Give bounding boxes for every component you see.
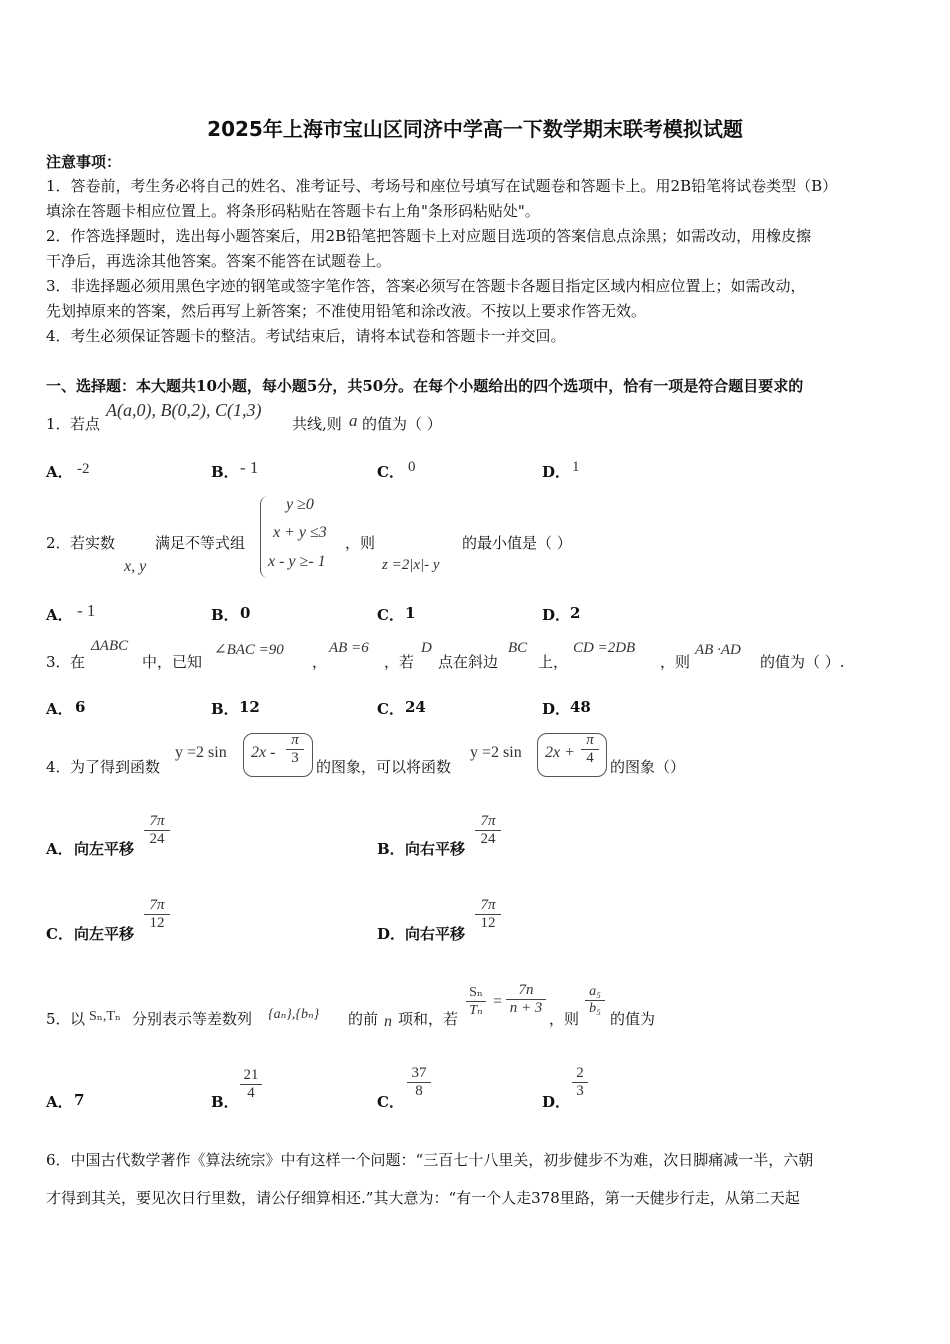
option-value: 48 (570, 698, 591, 716)
math-variable: D (421, 640, 432, 656)
option-value: 1 (572, 459, 580, 475)
option-label: D． (542, 700, 571, 718)
option-value: 6 (75, 698, 86, 716)
question-number: 5． (46, 1010, 71, 1028)
fraction-numerator: 7π (144, 813, 170, 831)
fraction-numerator: Sₙ (466, 984, 486, 1002)
option-label: C． (377, 700, 404, 718)
question-text: 在 (70, 653, 86, 671)
fraction-denominator: 12 (149, 915, 165, 931)
fraction-denominator: 4 (247, 1085, 255, 1101)
question-text: ，则 (345, 534, 376, 552)
fraction-numerator: 21 (240, 1067, 262, 1085)
inequality: x - y ≥- 1 (268, 553, 326, 570)
question-text: 的前 (348, 1010, 379, 1028)
option-label: C． (46, 925, 73, 943)
question-text: 的值为（ ） (362, 415, 442, 433)
question-text: 为了得到函数 (70, 758, 161, 776)
inequality: x + y ≤3 (273, 524, 327, 541)
question-text: ， (312, 653, 328, 671)
option-label: B． (377, 840, 405, 858)
math-expression: {aₙ},{bₙ} (268, 1007, 320, 1022)
option-text: 向左平移 (74, 925, 135, 943)
option-text: 向右平移 (405, 925, 466, 943)
math-expression: z =2|x|- y (382, 557, 440, 573)
option-label: A． (46, 463, 73, 481)
fraction-numerator: 7π (475, 897, 501, 915)
option-label: B． (211, 463, 239, 481)
fraction-numerator: π (286, 732, 304, 750)
notice-heading: 注意事项： (46, 153, 122, 171)
fraction (407, 1065, 431, 1100)
option-value: 1 (405, 604, 416, 622)
fraction-numerator: 7π (475, 813, 501, 831)
option-label: B． (211, 1093, 239, 1111)
math-expression: AB ·AD (695, 642, 741, 658)
math-expression: AB =6 (329, 640, 369, 656)
fraction-numerator: π (581, 732, 599, 750)
option-value: 0 (240, 604, 251, 622)
math-variable: a (349, 411, 358, 430)
option-label: D． (542, 606, 571, 624)
notice-line: 干净后，再选涂其他答案。答案不能答在试题卷上。 (46, 252, 392, 270)
fraction-denominator: n + 3 (509, 1000, 543, 1016)
math-expression: y =2 sin (175, 744, 227, 761)
fraction-denominator: 4 (586, 750, 594, 766)
fraction (475, 897, 501, 932)
fraction-numerator: 7n (506, 982, 546, 1000)
notice-line: 2．作答选择题时，选出每小题答案后，用2B铅笔把答题卡上对应题目选项的答案信息点涂黑；如需改动，用橡皮擦 (46, 227, 812, 245)
question-text: 中，已知 (142, 653, 203, 671)
fraction-denominator: 3 (291, 750, 299, 766)
fraction (466, 984, 486, 1019)
fraction (286, 732, 304, 767)
fraction-denominator: 8 (415, 1083, 423, 1099)
question-number: 4． (46, 758, 71, 776)
equals-sign: = (493, 993, 503, 1010)
fraction-denominator: b₅ (589, 1001, 601, 1016)
option-value: 2 (570, 604, 581, 622)
question-text: 若点 (70, 415, 101, 433)
option-label: A． (46, 1093, 73, 1111)
math-variable: BC (508, 640, 528, 656)
fraction (144, 897, 170, 932)
question-text: 点在斜边 (438, 653, 499, 671)
question-text: ，则 (549, 1010, 580, 1028)
question-text: 满足不等式组 (155, 534, 246, 552)
question-number: 2． (46, 534, 71, 552)
math-expression: ∠BAC =90 (214, 642, 284, 658)
fraction (240, 1067, 262, 1102)
question-text: 的值为 (610, 1010, 656, 1028)
fraction (475, 813, 501, 848)
fraction-denominator: 3 (576, 1083, 584, 1099)
inequality: y ≥0 (286, 496, 314, 513)
option-label: C． (377, 1093, 404, 1111)
option-value: - 1 (240, 458, 259, 477)
fraction (572, 1065, 588, 1100)
option-label: C． (377, 606, 404, 624)
fraction (144, 813, 170, 848)
fraction-denominator: 24 (149, 831, 165, 847)
option-value: - 1 (77, 601, 96, 620)
option-text: 向左平移 (74, 840, 135, 858)
fraction-denominator: 24 (480, 831, 496, 847)
math-expression: y =2 sin (470, 744, 522, 761)
option-label: A． (46, 840, 73, 858)
question-number: 1． (46, 415, 71, 433)
question-text: ，若 (384, 653, 415, 671)
option-text: 向右平移 (405, 840, 466, 858)
fraction (506, 982, 546, 1017)
fraction-numerator: 2 (572, 1065, 588, 1083)
option-label: A． (46, 700, 73, 718)
section-heading: 一、选择题：本大题共10小题，每小题5分，共50分。在每个小题给出的四个选项中，恰有一项是符合题目要求的 (46, 377, 804, 395)
option-label: A． (46, 606, 73, 624)
math-expression: Sₙ,Tₙ (89, 1009, 121, 1024)
math-variable: n (384, 1013, 392, 1030)
option-value: -2 (77, 461, 90, 477)
question-text: ，则 (660, 653, 691, 671)
question-text: 分别表示等差数列 (132, 1010, 253, 1028)
question-text: 6．中国古代数学著作《算法统宗》中有这样一个问题：“三百七十八里关，初步健步不为难，次日脚痛减一半，六朝 (46, 1151, 814, 1169)
notice-line: 4．考生必须保证答题卡的整洁。考试结束后，请将本试卷和答题卡一并交回。 (46, 327, 566, 345)
notice-line: 3．非选择题必须用黑色字迹的钢笔或签字笔作答，答案必须写在答题卡各题目指定区域内相应位置上；如需改动， (46, 277, 806, 295)
fraction (581, 732, 599, 767)
question-text: 的图象（） (610, 758, 686, 776)
fraction-numerator: a₅ (585, 984, 605, 1001)
option-label: D． (377, 925, 406, 943)
option-value: 7 (74, 1091, 85, 1109)
option-label: C． (377, 463, 404, 481)
question-number: 3． (46, 653, 71, 671)
math-variable: x, y (124, 558, 147, 575)
math-expression: 2x - (251, 744, 276, 761)
page-title: 2025年上海市宝山区同济中学高一下数学期末联考模拟试题 (207, 117, 743, 141)
option-value: 0 (408, 459, 416, 475)
option-value: 12 (239, 698, 260, 716)
option-label: D． (542, 463, 571, 481)
option-label: B． (211, 700, 239, 718)
question-text: 共线,则 (292, 415, 342, 433)
question-text: 上， (538, 653, 569, 671)
math-expression: A(a,0), B(0,2), C(1,3) (106, 400, 262, 420)
fraction-denominator: Tₙ (469, 1003, 483, 1018)
notice-line: 填涂在答题卡相应位置上。将条形码粘贴在答题卡右上角"条形码粘贴处"。 (46, 202, 540, 220)
option-label: B． (211, 606, 239, 624)
question-text: 才得到其关，要见次日行里数，请公仔细算相还.”其大意为：“有一个人走378里路，第一天健步行走，从第二天起 (46, 1189, 800, 1207)
question-text: 以 (70, 1010, 86, 1028)
fraction-denominator: 12 (480, 915, 496, 931)
notice-line: 1．答卷前，考生务必将自己的姓名、准考证号、考场号和座位号填写在试题卷和答题卡上。用2B铅笔将试卷类型（B） (46, 177, 838, 195)
math-expression: CD =2DB (573, 640, 636, 656)
question-text: 的图象，可以将函数 (316, 758, 452, 776)
question-text: 若实数 (70, 534, 116, 552)
question-text: 项和，若 (398, 1010, 459, 1028)
option-label: D． (542, 1093, 571, 1111)
question-text: 的值为（ ）. (760, 653, 845, 671)
math-expression: ΔABC (91, 638, 129, 654)
notice-line: 先划掉原来的答案，然后再写上新答案；不准使用铅笔和涂改液。不按以上要求作答无效。 (46, 302, 647, 320)
fraction-numerator: 7π (144, 897, 170, 915)
question-text: 的最小值是（ ） (462, 534, 572, 552)
fraction (585, 984, 605, 1017)
math-expression: 2x + (545, 744, 575, 761)
option-value: 24 (405, 698, 426, 716)
fraction-numerator: 37 (407, 1065, 431, 1083)
